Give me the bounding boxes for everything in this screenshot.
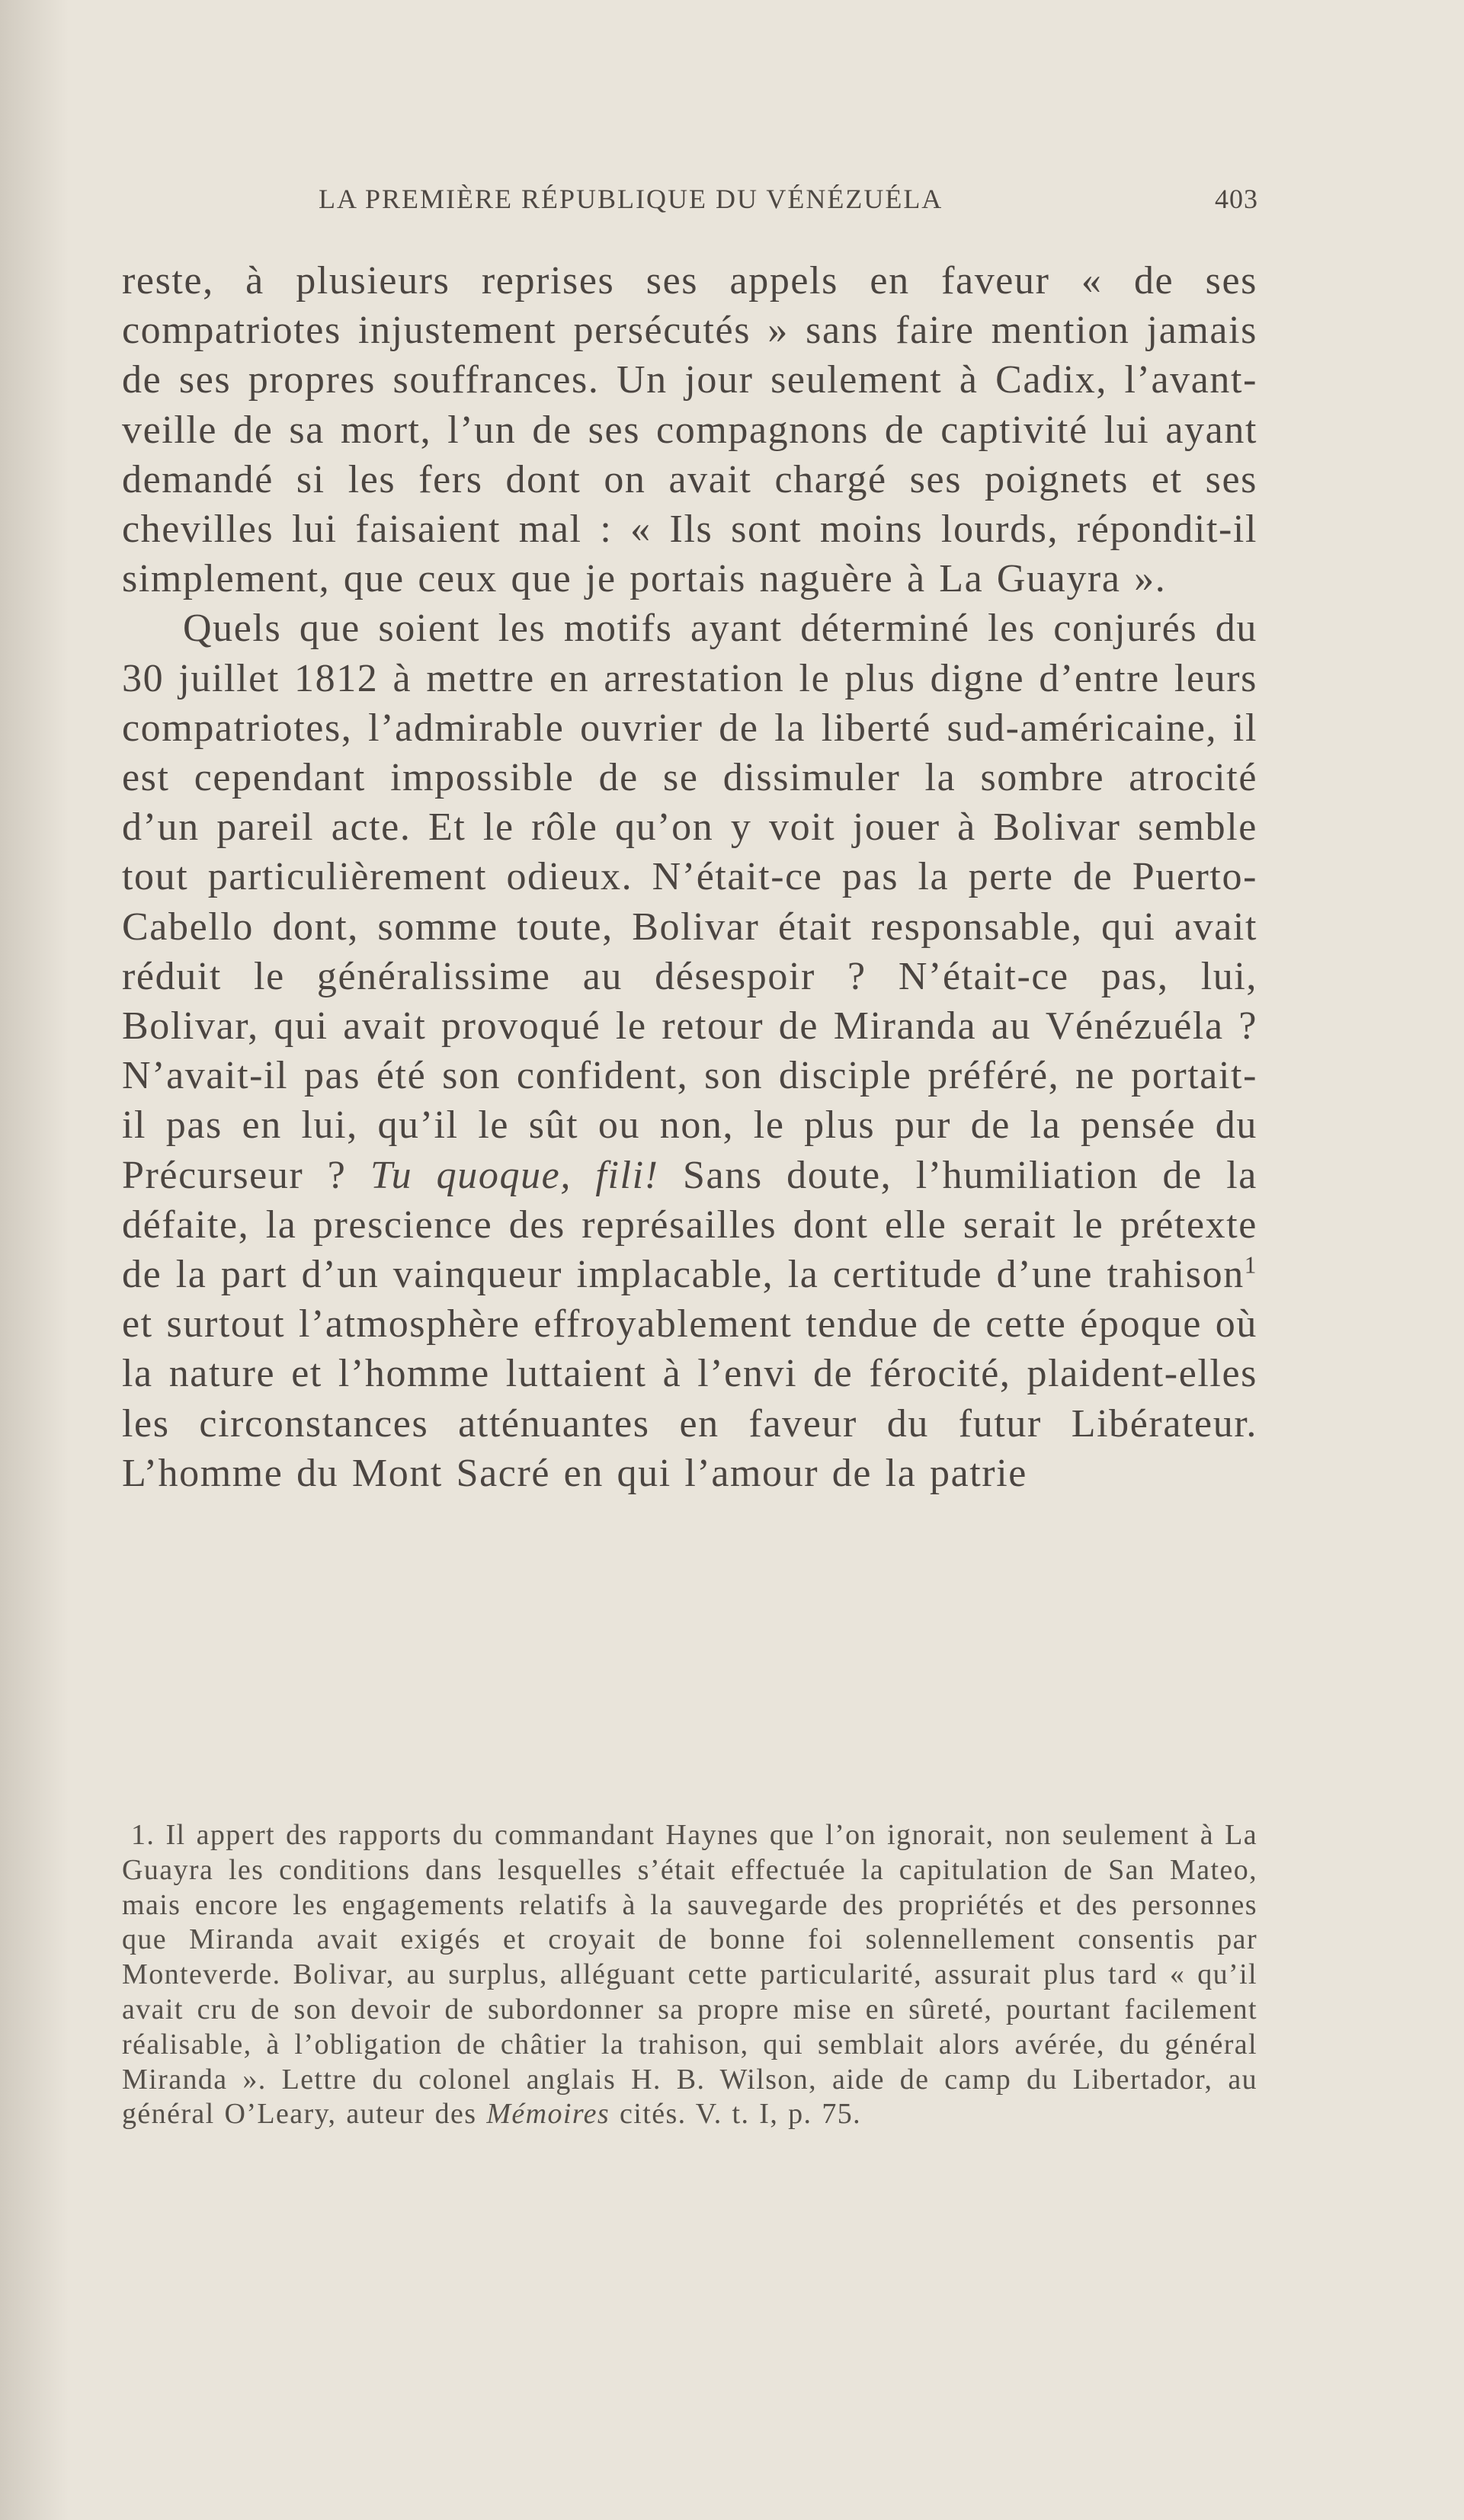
footnote-marker: 1. — [131, 1819, 155, 1851]
page-edge-shadow — [0, 0, 69, 2520]
page-number: 403 — [1215, 184, 1258, 214]
running-header — [319, 174, 1258, 219]
footnotes — [122, 1818, 1257, 2132]
footnote-reference: 1 — [1244, 1251, 1257, 1279]
footnote-text-b: cités. V. t. I, p. 75. — [620, 2098, 862, 2131]
footnote-1 — [122, 1818, 1257, 2132]
paragraph-2 — [122, 604, 1257, 1498]
footnote-text-a: Il appert des rapports du commandant Haynes que l’on ignorait, non seulement à La Guayra les conditions dans lesquelles s’était effectuée la capitulation de San Mateo, mais encore les engagements relatifs à la sauvegarde des propriétés et des personnes que Miranda avait exigés et croyait de bonne foi solennellement consentis par Monteverde. Bolivar, au surplus, alléguant cette particularité, assurait plus tard « qu’il avait cru de son devoir de subordonner sa propre mise en sûreté, pourtant facilement réalisable, à l’obligation de châtier la trahison, qui semblait alors avérée, du général Miranda ». Lettre du colonel anglais H. B. Wilson, aide de camp du Libertador, au général O’Leary, auteur des — [122, 1819, 1257, 2131]
footnote-italic-title: Mémoires — [486, 2098, 610, 2131]
main-text — [122, 256, 1257, 1498]
paragraph-2-part-b: Sans doute, l’humiliation de la défaite, la prescience des représailles dont elle serait le prétexte de la part d’un vainqueur implacable, la certitude d’une trahison — [122, 1153, 1257, 1297]
paragraph-2-part-c: et surtout l’atmosphère effroyablement tendue de cette époque où la nature et l’homme luttaient à l’envi de férocité, plaident-elles les circonstances atténuantes en faveur du futur Libérateur. L’homme du Mont Sacré en qui l’amour de la patrie — [122, 1302, 1257, 1495]
paragraph-2-part-a: Quels que soient les motifs ayant déterminé les conjurés du 30 juillet 1812 à mettre en arrestation le plus digne d’entre leurs compatriotes, l’admirable ouvrier de la liberté sud-américaine, il est cependant impossible de se dissimuler la sombre atrocité d’un pareil acte. Et le rôle qu’on y voit jouer à Bolivar semble tout particulièrement odieux. N’était-ce pas la perte de Puerto-Cabello dont, somme toute, Bolivar était responsable, qui avait réduit le généralissime au désespoir ? N’était-ce pas, lui, Bolivar, qui avait provoqué le retour de Miranda au Vénézuéla ? N’avait-il pas été son confident, son disciple préféré, ne portait-il pas en lui, qu’il le sût ou non, le plus pur de la pensée du Précurseur ? — [122, 607, 1257, 1197]
latin-quote: Tu quoque, fili! — [370, 1153, 659, 1197]
paragraph-1: reste, à plusieurs reprises ses appels en faveur « de ses compatriotes injustement persécutés » sans faire mention jamais de ses propres souffrances. Un jour seulement à Cadix, l’avant-veille de sa mort, l’un de ses compagnons de captivité lui ayant demandé si les fers dont on avait chargé ses poignets et ses chevilles lui faisaient mal : « Ils sont moins lourds, répondit-il simplement, que ceux que je portais naguère à La Guayra ». — [122, 259, 1257, 601]
running-title: LA PREMIÈRE RÉPUBLIQUE DU VÉNÉZUÉLA — [319, 184, 943, 214]
